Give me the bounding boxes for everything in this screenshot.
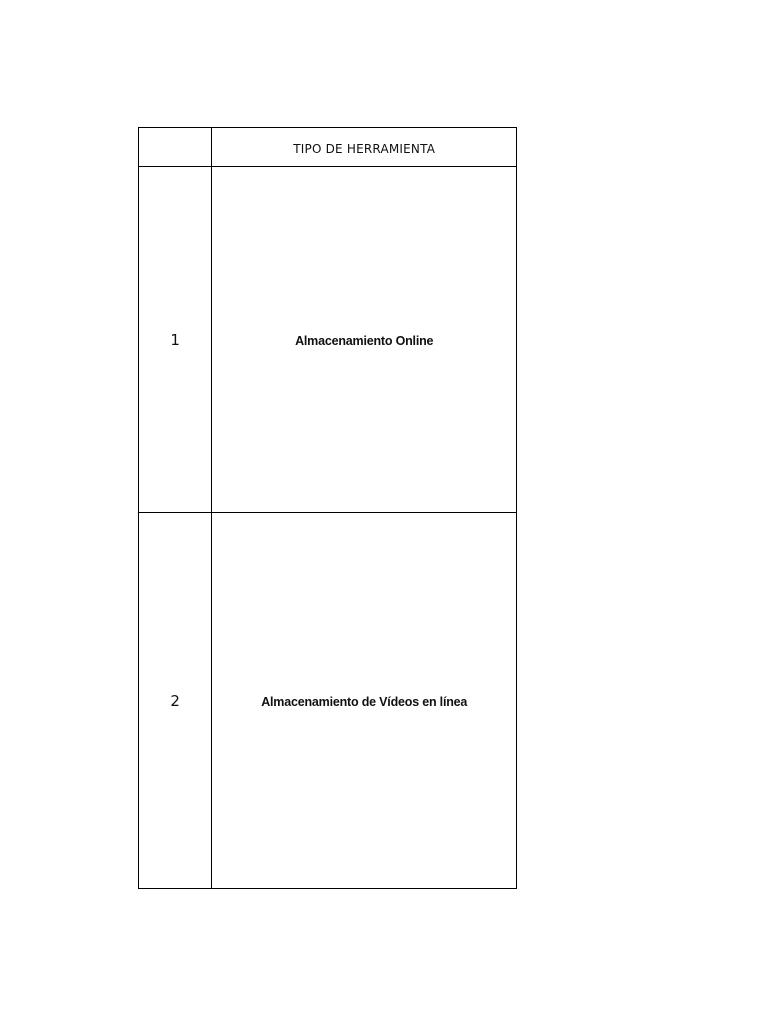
row-number: 2 [170, 692, 180, 710]
table-row [139, 513, 517, 889]
row-number-cell [139, 167, 212, 513]
row-number-cell [139, 513, 212, 889]
row-tool-type: Almacenamiento Online [295, 334, 434, 348]
header-number-cell [139, 128, 212, 167]
row-tool-type-cell [212, 167, 517, 513]
header-tool-type-label: TIPO DE HERRAMIENTA [293, 141, 436, 156]
header-tool-type-cell [212, 128, 517, 167]
table-header-row [139, 128, 517, 167]
row-number: 1 [170, 331, 180, 349]
tools-table [138, 127, 517, 889]
row-tool-type-cell [212, 513, 517, 889]
row-tool-type: Almacenamiento de Vídeos en línea [261, 695, 468, 709]
table-row [139, 167, 517, 513]
